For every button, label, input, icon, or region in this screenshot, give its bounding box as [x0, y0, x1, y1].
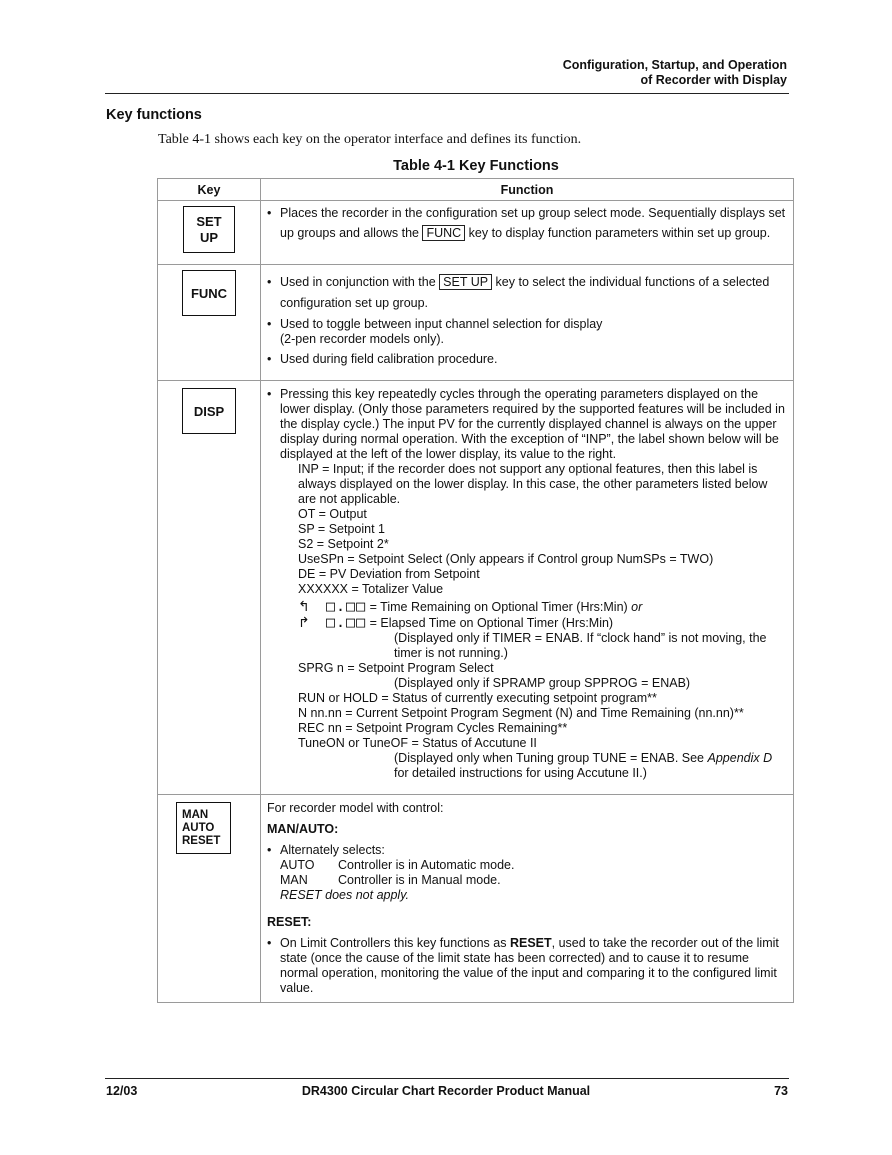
running-header-line1: Configuration, Startup, and Operation	[562, 58, 787, 72]
list-item: • On Limit Controllers this key functions as RESET, used to take the recorder out of the limit state (once the cause of the limit state has been corrected) and to cause it to resume normal operation, monitoring the value of the input and comparing it to the configured limit value.	[267, 936, 779, 995]
list-item: • Used to toggle between input channel selection for display (2-pen recorder models only).	[267, 317, 603, 346]
timer-note: (Displayed only if TIMER = ENAB. If “clock hand” is not moving, the timer is not running.)	[394, 631, 767, 660]
reset-not-apply: RESET does not apply.	[280, 888, 410, 902]
list-item: • Used in conjunction with the SET UP key to select the individual functions of a selected configuration set up group.	[267, 272, 787, 314]
running-header-line2: of Recorder with Display	[640, 73, 787, 87]
section-title: Key functions	[106, 107, 202, 123]
man-mode-line: MAN Controller is in Manual mode.	[280, 873, 501, 887]
key-functions-table	[157, 178, 794, 1003]
footer-rule	[105, 1078, 789, 1079]
param-timer-elapsed: ↱ □.□□ = Elapsed Time on Optional Timer (Hrs:Min)	[298, 613, 614, 631]
list-item: • Places the recorder in the configuration set up group select mode. Sequentially displays set up groups and allows the FUNC key to display function parameters within set up group.	[267, 203, 787, 243]
param-inp: INP = Input; if the recorder does not support any optional features, then this label is always displayed on the lower display. In this case, the other parameters listed below are not applicable.	[298, 462, 768, 506]
setup-key-ref: SET UP	[439, 274, 492, 290]
auto-mode-line: AUTO Controller is in Automatic mode.	[280, 858, 515, 872]
page-number: 73	[774, 1084, 788, 1098]
table-row-setup	[158, 201, 794, 265]
table-row-disp	[158, 381, 794, 795]
param-run-hold: RUN or HOLD = Status of currently executing setpoint program**	[298, 691, 657, 705]
header-rule	[105, 93, 789, 94]
sprg-note: (Displayed only if SPRAMP group SPPROG = ENAB)	[394, 676, 691, 690]
footer-title: DR4300 Circular Chart Recorder Product Manual	[301, 1084, 591, 1098]
timer-countup-icon: ↱	[298, 614, 310, 630]
param-ot: OT = Output	[298, 507, 367, 521]
param-de: DE = PV Deviation from Setpoint	[298, 567, 480, 581]
bullet-icon: •	[267, 843, 272, 857]
column-header-key: Key	[158, 179, 261, 201]
intro-text: Table 4-1 shows each key on the operator interface and defines its function.	[158, 132, 582, 147]
bullet-icon: •	[267, 206, 272, 220]
setup-function-cell	[261, 201, 794, 265]
list-item: • Used during field calibration procedure.	[267, 352, 498, 366]
timer-countdown-icon: ↰	[298, 598, 310, 614]
table-header-row	[158, 179, 794, 201]
table-row-man-auto-reset	[158, 795, 794, 1003]
param-sprg: SPRG n = Setpoint Program Select	[298, 661, 494, 675]
setup-key-icon: SET UP	[183, 206, 235, 253]
man-auto-reset-key-icon: MAN AUTO RESET	[176, 802, 231, 854]
list-item: • Pressing this key repeatedly cycles through the operating parameters displayed on the lower display. (Only those parameters required by the supported features will be included in the display cycle.) The input PV for the currently displayed channel is always on the upper display during normal operation. With the exception of “INP”, the label shown below will be displayed at the left of the lower display, its value to the right. INP = Input; if the recorder does not support any optional features, then this label is always displayed on the lower display. In this case, the other parameters listed below are not applicable. OT = Output SP = Setpoint 1 S2 = Setpoint 2* UseSPn = Setpoint Select (Only appears if Control group NumSPs = TWO) DE = PV Deviation from Setpoint XXXXXX = Totalizer Value ↰ □.□□ = Time Remaining on Optional Timer (Hrs:Min) or ↱ □.□□ = Elapsed Time on Optional Timer (Hrs:Min) (Displayed only if TIMER = ENAB. If “clock hand” is not moving, the timer is not running.) SPRG n = Setpoint Program Select (Displayed only if SPRAMP group SPPROG = ENAB) RUN or HOLD = Status of currently executing setpoint program** N nn.nn = Current Setpoint Program Segment (N) and Time Remaining (nn.nn)** REC nn = Setpoint Program Cycles Remaining** TuneON or TuneOF = Status of Accutune II (Displayed only when Tuning group TUNE = ENAB. See Appendix D for detailed instructions for using Accutune II.)	[267, 387, 787, 781]
man-intro: For recorder model with control:	[267, 801, 444, 815]
bullet-icon: •	[267, 317, 272, 331]
table-row-func	[158, 265, 794, 381]
segment-display-digits: □.□□	[326, 597, 367, 615]
tune-note: (Displayed only when Tuning group TUNE = ENAB. See Appendix D for detailed instructions for using Accutune II.)	[394, 751, 773, 780]
column-header-function: Function	[261, 179, 794, 201]
func-key-icon: FUNC	[182, 270, 236, 316]
param-rec: REC nn = Setpoint Program Cycles Remaining**	[298, 721, 568, 735]
bullet-icon: •	[267, 936, 272, 950]
param-segment: N nn.nn = Current Setpoint Program Segment (N) and Time Remaining (nn.nn)**	[298, 706, 744, 720]
disp-function-cell	[261, 381, 794, 795]
param-tune: TuneON or TuneOF = Status of Accutune II	[298, 736, 537, 750]
func-key-ref: FUNC	[422, 225, 465, 241]
table-caption: Table 4-1 Key Functions	[393, 158, 559, 174]
param-usespn: UseSPn = Setpoint Select (Only appears if Control group NumSPs = TWO)	[298, 552, 714, 566]
param-totalizer: XXXXXX = Totalizer Value	[298, 582, 444, 596]
bullet-icon: •	[267, 387, 272, 401]
param-timer-remaining: ↰ □.□□ = Time Remaining on Optional Timer (Hrs:Min) or	[298, 597, 643, 615]
disp-key-icon: DISP	[182, 388, 236, 434]
man-auto-heading: MAN/AUTO:	[267, 822, 339, 836]
bullet-icon: •	[267, 275, 272, 289]
footer-date: 12/03	[106, 1084, 138, 1098]
running-header	[563, 58, 787, 88]
reset-heading: RESET:	[267, 915, 312, 929]
bullet-icon: •	[267, 352, 272, 366]
segment-display-digits: □.□□	[326, 613, 367, 631]
param-sp: SP = Setpoint 1	[298, 522, 385, 536]
list-item: • Alternately selects: AUTO Controller is in Automatic mode. MAN Controller is in Manual mode. RESET does not apply.	[267, 843, 787, 903]
func-function-cell	[261, 265, 794, 381]
param-s2: S2 = Setpoint 2*	[298, 537, 389, 551]
man-auto-reset-function-cell	[261, 795, 794, 1003]
